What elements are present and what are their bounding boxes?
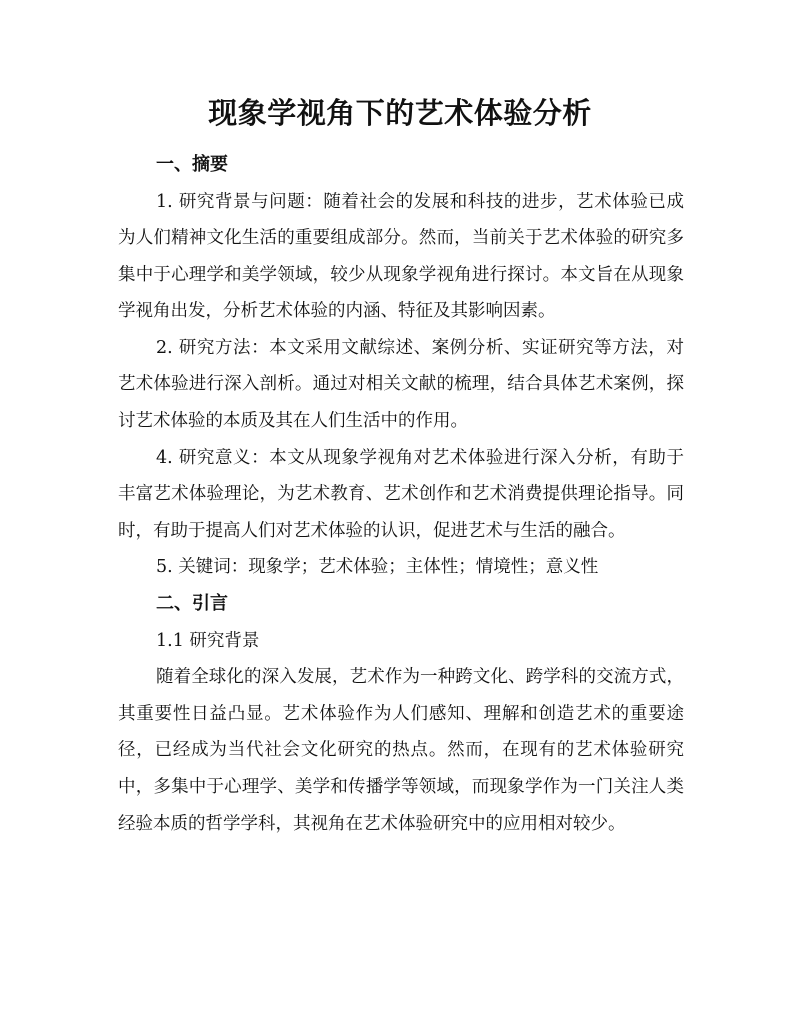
abstract-paragraph-background: 1. 研究背景与问题：随着社会的发展和科技的进步，艺术体验已成为人们精神文化生活的重要组成部分。然而，当前关于艺术体验的研究多集中于心理学和美学领域，较少从现象学视角进行探讨。本文旨在从现象学视角出发，分析艺术体验的内涵、特征及其影响因素。 <box>118 191 684 322</box>
document-body <box>118 147 684 842</box>
introduction-paragraph: 随着全球化的深入发展，艺术作为一种跨文化、跨学科的交流方式，其重要性日益凸显。艺术体验作为人们感知、理解和创造艺术的重要途径，已经成为当代社会文化研究的热点。然而，在现有的艺术体验研究中，多集中于心理学、美学和传播学等领域，而现象学作为一门关注人类经验本质的哲学学科，其视角在艺术体验研究中的应用相对较少。 <box>118 667 684 834</box>
abstract-paragraph-method: 2. 研究方法：本文采用文献综述、案例分析、实证研究等方法，对艺术体验进行深入剖析。通过对相关文献的梳理，结合具体艺术案例，探讨艺术体验的本质及其在人们生活中的作用。 <box>118 337 684 432</box>
introduction-heading: 二、引言 <box>156 593 228 615</box>
research-background-subheading: 1.1 研究背景 <box>156 630 260 651</box>
document-title: 现象学视角下的艺术体验分析 <box>208 96 592 130</box>
abstract-heading: 一、摘要 <box>156 154 228 175</box>
abstract-keywords: 5. 关键词：现象学；艺术体验；主体性；情境性；意义性 <box>156 557 599 578</box>
abstract-paragraph-significance: 4. 研究意义：本文从现象学视角对艺术体验进行深入分析，有助于丰富艺术体验理论，为艺术教育、艺术创作和艺术消费提供理论指导。同时，有助于提高人们对艺术体验的认识，促进艺术与生活的融合。 <box>118 447 684 541</box>
